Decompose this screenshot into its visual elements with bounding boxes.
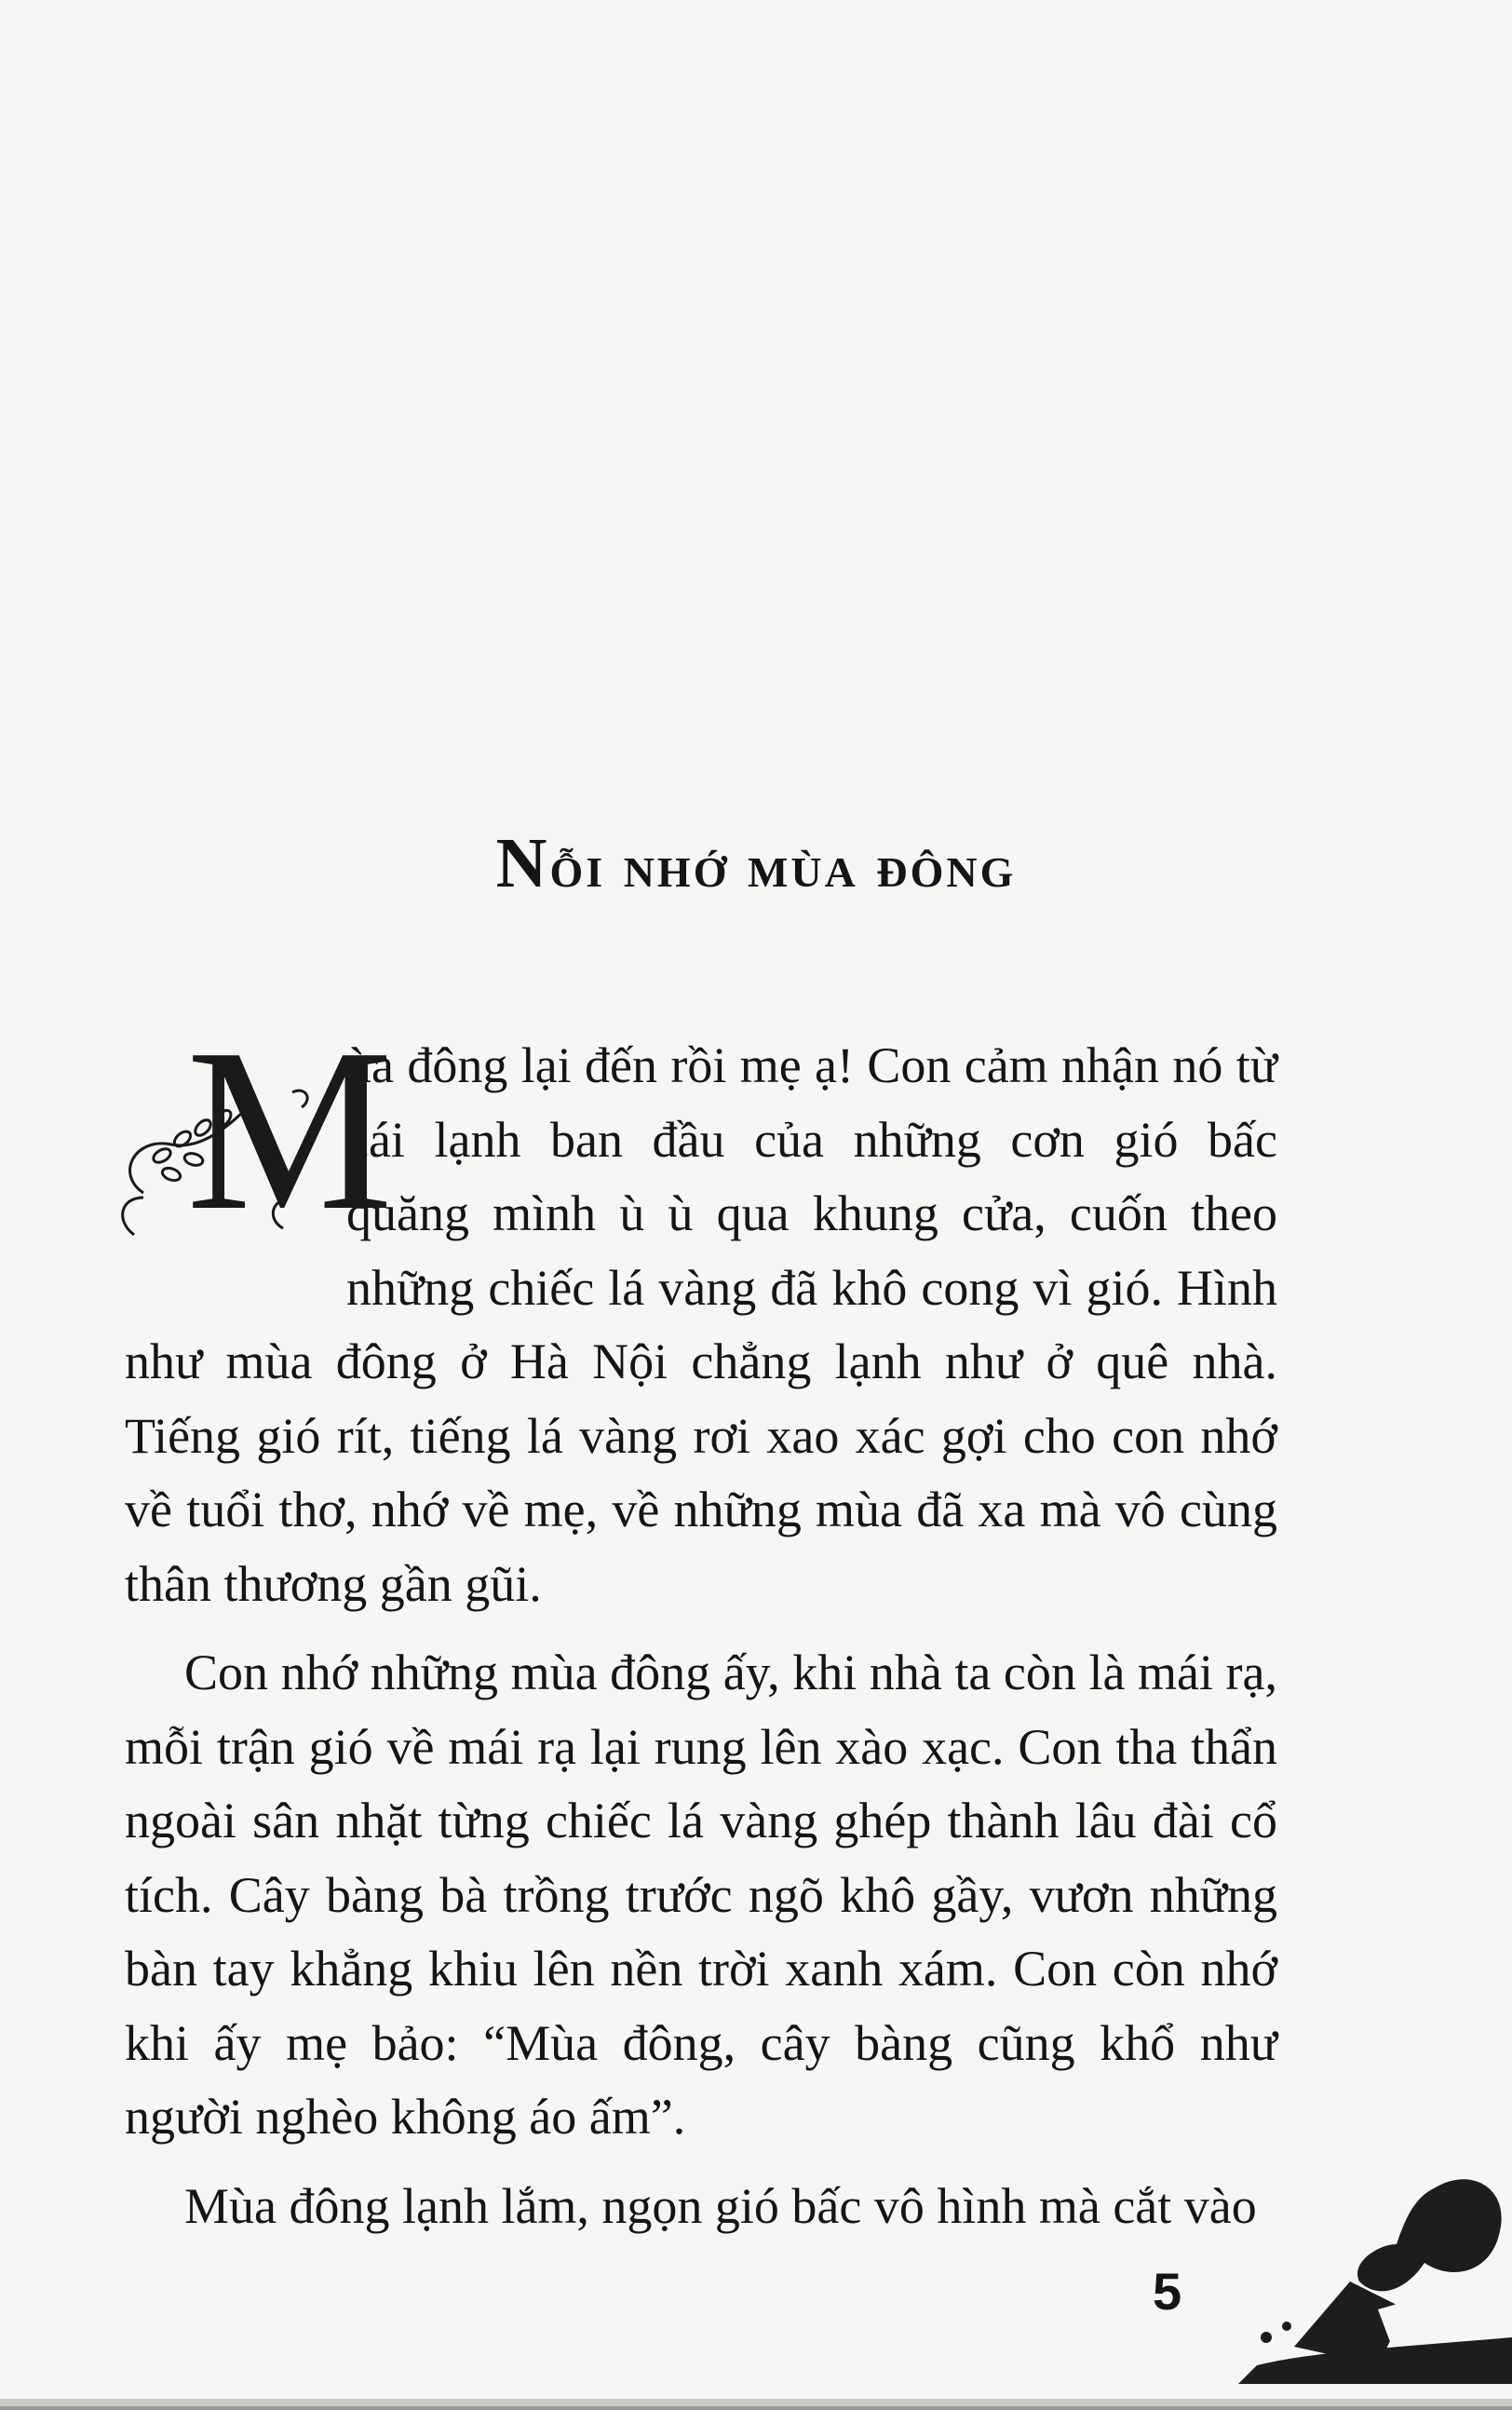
corner-house-illustration bbox=[1238, 2170, 1512, 2384]
dropcap bbox=[106, 1001, 394, 1259]
paragraph-3: Mùa đông lạnh lắm, ngọn gió bấc vô hình mà cắt vào bbox=[184, 2177, 1257, 2234]
dropcap-letter: M bbox=[186, 1001, 394, 1259]
chapter-title-first-letter: N bbox=[495, 824, 550, 903]
chapter-title-rest: ỗi nhớ mùa đông bbox=[549, 833, 1017, 901]
paragraph-1 bbox=[125, 1001, 1277, 1621]
paragraph-1-text: ùa đông lại đến rồi mẹ ạ! Con cảm nhận nó từ cái lạnh ban đầu của những cơn gió bấc quăng mình ù ù qua khung cửa, cuốn theo những chiếc lá vàng đã khô cong vì gió. Hình như mùa đông ở Hà Nội chẳng lạnh như ở quê nhà. Tiếng gió rít, tiếng lá vàng rơi xao xác gợi cho con nhớ về tuổi thơ, nhớ về mẹ, về những mùa đã xa mà vô cùng thân thương gần gũi. bbox=[125, 1037, 1277, 1612]
chapter-body bbox=[125, 1001, 1277, 2243]
paragraph-2: Con nhớ những mùa đông ấy, khi nhà ta còn là mái rạ, mỗi trận gió về mái rạ lại rung lên xào xạc. Con tha thẩn ngoài sân nhặt từng chiếc lá vàng ghép thành lâu đài cổ tích. Cây bàng bà trồng trước ngõ khô gầy, vươn những bàn tay khẳng khiu lên nền trời xanh xám. Con còn nhớ khi ấy mẹ bảo: “Mùa đông, cây bàng cũng khổ như người nghèo không áo ấm”. bbox=[125, 1645, 1277, 2145]
chapter-title bbox=[0, 823, 1512, 904]
page-number: 5 bbox=[1153, 2262, 1182, 2321]
page-bottom-shadow bbox=[0, 2380, 1512, 2410]
